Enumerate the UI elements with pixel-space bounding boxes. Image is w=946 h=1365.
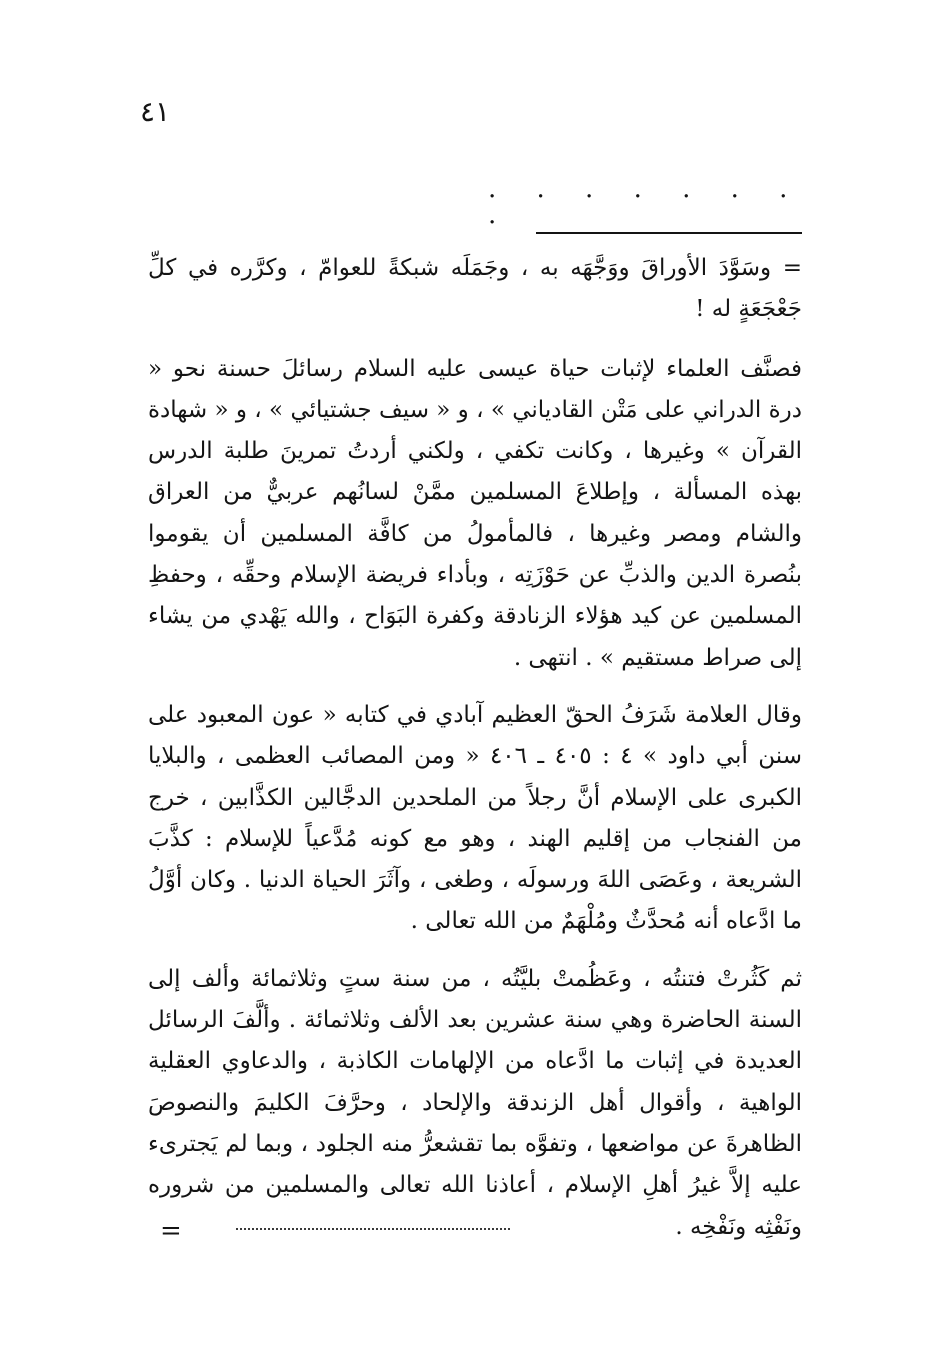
continuation-mark: = bbox=[160, 1215, 182, 1246]
footnote-separator-rule bbox=[536, 232, 802, 234]
paragraph-1: فصنَّف العلماء لإثبات حياة عيسى عليه السلام رسائلَ حسنة نحو « درة الدراني على مَتْن القادياني » ، و « سيف جشتيائي » ، و « شهادة القرآن » وغيرها ، وكانت تكفي ، ولكني أردتُ تمرينَ طلبة الدرس بهذه المسألة ، وإطلاعَ المسلمين ممَّنْ لسانُهم عربيٌّ من العراق والشام ومصر وغيرها ، فالمأمولُ من كافَّة المسلمين أن يقوموا بنُصرة الدين والذبِّ عن حَوْزَتِه ، وبأداء فريضة الإسلام وحقِّه ، وحفظِ المسلمين عن كيد هؤلاء الزنادقة وكفرة البَوَاح ، والله يَهْدي من يشاء إلى صراط مستقيم » . انتهى . bbox=[148, 355, 802, 671]
page-number: ٤١ bbox=[140, 95, 171, 128]
ellipsis-dots: . . . . . . . . bbox=[488, 174, 804, 230]
paragraph-3: ثم كَثُرتْ فتنتُه ، وعَظُمتْ بليَّتُه ، من سنة ستٍ وثلاثمائة وألف إلى السنة الحاضرة وهي سنة عشرين بعد الألف وثلاثمائة . وألَّفَ الرسائل العديدة في إثبات ما ادَّعاه من الإلهامات الكاذبة ، والدعاوي العقلية الواهية ، وأقوال أهل الزندقة والإلحاد ، وحرَّفَ الكليمَ والنصوصَ الظاهرةَ عن مواضعها ، وتفوَّه بما تقشعرُّ منه الجلود ، وبما لم يَجترىء عليه إلاَّ غيرُ أهلِ الإسلام ، أعاذنا الله تعالى والمسلمين من شروره ونَفْثِه ونَفْخِه . bbox=[148, 965, 802, 1240]
continuation-squiggle-line bbox=[236, 1228, 510, 1230]
body-text bbox=[148, 248, 802, 1248]
footnote-continuation: = وسَوَّدَ الأوراقَ ووَجَّهَه به ، وجَمَلَه شبكةً للعوامّ ، وكرَّره في كلِّ جَعْجَعَةٍ له ! bbox=[148, 255, 802, 323]
paragraph-3-wrapper bbox=[148, 959, 802, 1248]
paragraph-2: وقال العلامة شَرَفُ الحقّ العظيم آبادي في كتابه « عون المعبود على سنن أبي داود » ٤ : ٤٠٥ ـ ٤٠٦ « ومن المصائب العظمى ، والبلايا الكبرى على الإسلام أنَّ رجلاً من الملحدين الدجَّالين الكذَّابين ، خرج من الفنجاب من إقليم الهند ، وهو مع كونه مُدَّعياً للإسلام : كذَّبَ الشريعة ، وعَصَى اللهَ ورسولَه ، وطغى ، وآثَرَ الحياة الدنيا . وكان أوَّلُ ما ادَّعاه أنه مُحدَّثٌ ومُلْهَمٌ من الله تعالى . bbox=[148, 701, 802, 935]
